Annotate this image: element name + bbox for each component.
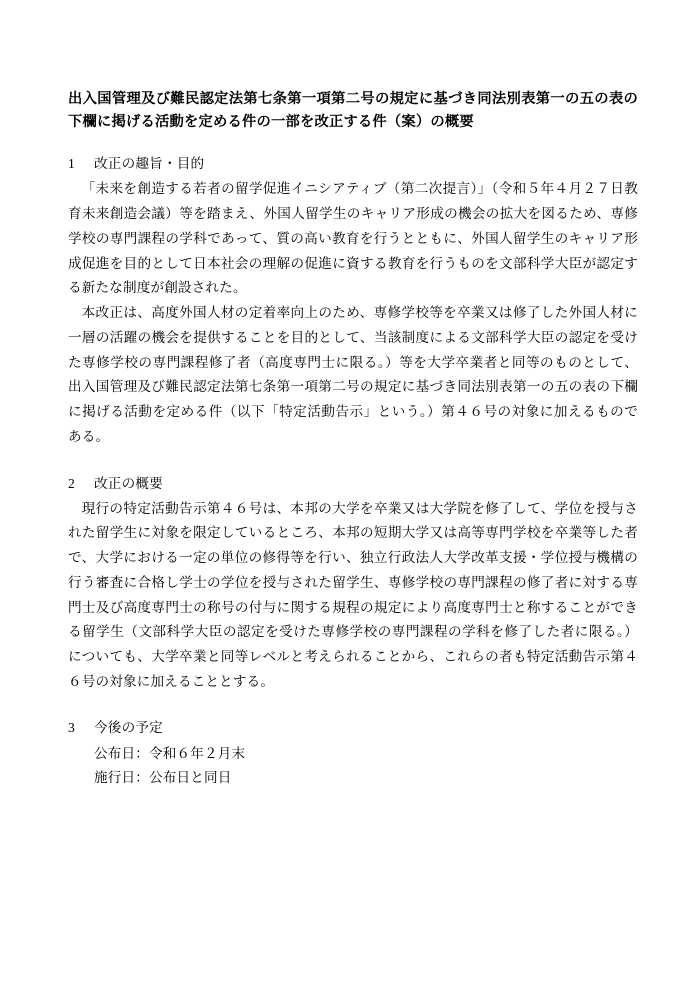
section-3-heading-text: 今後の予定 [94, 720, 163, 736]
section-1-paragraph-2: 本改正は、高度外国人材の定着率向上のため、専修学校等を卒業又は修了した外国人材に一層の活躍の機会を提供することを目的として、当該制度による文部科学大臣の認定を受けた専修学校の専門課程修了者（高度専門士に限る。）等を大学卒業者と同等のものとして、出入国管理及び難民認定法第七条第一項第二号の規定に基づき同法別表第一の五の表の下欄に掲げる活動を定める件（以下「特定活動告示」という。）第４６号の対象に加えるものである。 [68, 305, 638, 444]
section-gap-1 [68, 464, 638, 472]
section-2-paragraph-1: 現行の特定活動告示第４６号は、本邦の大学を卒業又は大学院を修了して、学位を授与された留学生に対象を限定しているところ、本邦の短期大学又は高等専門学校を卒業等した者で、大学における一定の単位の修得等を行い、独立行政法人大学改革支援・学位授与機構の行う審査に合格し学士の学位を授与された留学生、専修学校の専門課程の修了者に対する専門士及び高度専門士の称号の付与に関する規程の規定により高度専門士と称することができる留学生（文部科学大臣の認定を受けた専修学校の専門課程の学科を修了した者に限る。）についても、大学卒業と同等レベルと考えられることから、これらの者も特定活動告示第４６号の対象に加えることとする。 [68, 500, 638, 689]
section-2-number: 2 [68, 475, 75, 491]
page-title: 出入国管理及び難民認定法第七条第一項第二号の規定に基づき同法別表第一の五の表の下欄に掲げる活動を定める件の一部を改正する件（案）の概要 [68, 91, 638, 131]
section-3-body [68, 742, 638, 791]
section-2-heading-text: 改正の概要 [94, 475, 163, 491]
section-gap-2 [68, 708, 638, 716]
section-1-body [68, 177, 638, 449]
section-1 [68, 152, 638, 449]
promulgation-date-line: 公布日：令和６年２月末 [94, 745, 246, 761]
enforcement-date-line: 施行日：公布日と同日 [94, 770, 232, 786]
section-2-heading [68, 472, 638, 495]
section-1-number: 1 [68, 156, 75, 172]
section-1-heading [68, 152, 638, 175]
section-1-heading-text: 改正の趣旨・目的 [94, 156, 205, 172]
section-3 [68, 716, 638, 791]
section-3-heading [68, 716, 638, 739]
section-1-paragraph-1: 「未来を創造する若者の留学促進イニシアティブ（第二次提言）」（令和５年４月２７日教育未来創造会議）等を踏まえ、外国人留学生のキャリア形成の機会の拡大を図るため、専修学校の専門課程の学科であって、質の高い教育を行うとともに、外国人留学生のキャリア形成促進を目的として日本社会の理解の促進に資する教育を行うものを文部科学大臣が認定する新たな制度が創設された。 [68, 181, 638, 296]
section-2 [68, 472, 638, 695]
section-3-number: 3 [68, 720, 75, 736]
section-2-body [68, 497, 638, 695]
